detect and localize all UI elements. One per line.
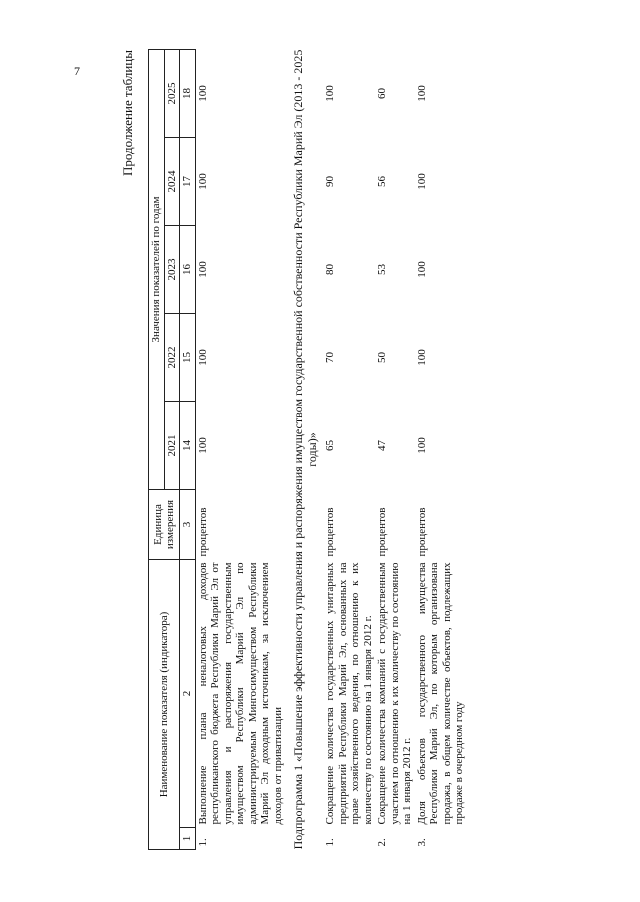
header-year: 2023 bbox=[164, 226, 180, 314]
header-year: 2024 bbox=[164, 138, 180, 226]
column-number: 15 bbox=[180, 314, 196, 402]
header-year: 2025 bbox=[164, 49, 180, 137]
value-2021: 100 bbox=[196, 437, 209, 454]
value-2021: 65 bbox=[324, 440, 336, 451]
indicators-table bbox=[148, 49, 467, 850]
table-row bbox=[195, 49, 285, 849]
indicator-name: Доля объектов государственного имущества Республики Марий Эл, по которым организована продажа, в общем количестве объектов, подлежащих продаже в очередном году bbox=[415, 562, 465, 825]
page-number: 7 bbox=[74, 64, 80, 78]
header-year: 2022 bbox=[164, 314, 180, 402]
column-number: 1 bbox=[180, 828, 196, 850]
value-2021: 47 bbox=[376, 440, 388, 451]
value-2022: 70 bbox=[324, 352, 336, 363]
value-2025: 100 bbox=[196, 85, 209, 102]
row-number: 3. bbox=[415, 838, 428, 847]
column-number: 17 bbox=[180, 138, 196, 226]
value-2025: 60 bbox=[376, 87, 388, 99]
indicator-name: Сокращение количества государственных унитарных предприятий Республики Марий Эл, основанных на праве хозяйственного ведения, по отношению к их количеству по состоянию на 1 января 2012 г. bbox=[324, 562, 374, 825]
value-2022: 100 bbox=[196, 349, 209, 366]
value-2025: 100 bbox=[324, 85, 336, 102]
value-2023: 100 bbox=[415, 261, 428, 278]
value-2023: 80 bbox=[324, 264, 336, 275]
indicator-unit: процентов bbox=[376, 507, 388, 557]
row-number: 2. bbox=[376, 838, 388, 847]
value-2024: 90 bbox=[324, 176, 336, 187]
table-row bbox=[375, 49, 415, 849]
header-indicator-name: Наименование показателя (индикатора) bbox=[149, 560, 180, 850]
rotated-table-page bbox=[120, 50, 510, 850]
value-2023: 100 bbox=[196, 261, 209, 278]
value-2024: 100 bbox=[415, 173, 428, 190]
column-number: 16 bbox=[180, 226, 196, 314]
value-2025: 100 bbox=[415, 85, 428, 102]
value-2023: 53 bbox=[376, 264, 388, 275]
row-number: 1. bbox=[324, 838, 336, 847]
table-continuation-caption: Продолжение таблицы bbox=[120, 50, 135, 176]
value-2024: 56 bbox=[376, 176, 388, 187]
value-2024: 100 bbox=[196, 173, 209, 190]
value-2022: 100 bbox=[415, 349, 428, 366]
indicator-unit: процентов bbox=[196, 507, 209, 557]
header-unit: Единица измерения bbox=[149, 490, 180, 560]
indicator-name: Выполнение плана неналоговых доходов республиканского бюджета Республики Марий Эл от управления и распоряжения государственным имуществом Республики Марий Эл по администрируемым Мингосимуществом Республики Марий Эл доходным источникам, за исключением доходов от приватизации bbox=[196, 562, 284, 825]
column-number: 2 bbox=[180, 560, 196, 828]
header-values-by-year: Значения показателей по годам bbox=[149, 49, 165, 489]
indicator-unit: процентов bbox=[324, 507, 336, 557]
value-2022: 50 bbox=[376, 352, 388, 363]
table-row bbox=[323, 49, 375, 849]
column-number: 18 bbox=[180, 49, 196, 137]
column-number: 3 bbox=[180, 490, 196, 560]
subprogram-heading: Подпрограмма 1 «Повышение эффективности управления и распоряжения имуществом государственной собственности Республики Марий Эл (2013 - 2025 годы)» bbox=[291, 49, 319, 850]
indicator-name: Сокращение количества компаний с государственным участием по отношению к их количеству по состоянию на 1 января 2012 г. bbox=[376, 562, 413, 825]
value-2021: 100 bbox=[415, 437, 428, 454]
row-number: 1. bbox=[196, 838, 209, 847]
indicator-unit: процентов bbox=[415, 507, 428, 557]
header-year: 2021 bbox=[164, 402, 180, 490]
column-number: 14 bbox=[180, 402, 196, 490]
table-row bbox=[415, 49, 467, 849]
